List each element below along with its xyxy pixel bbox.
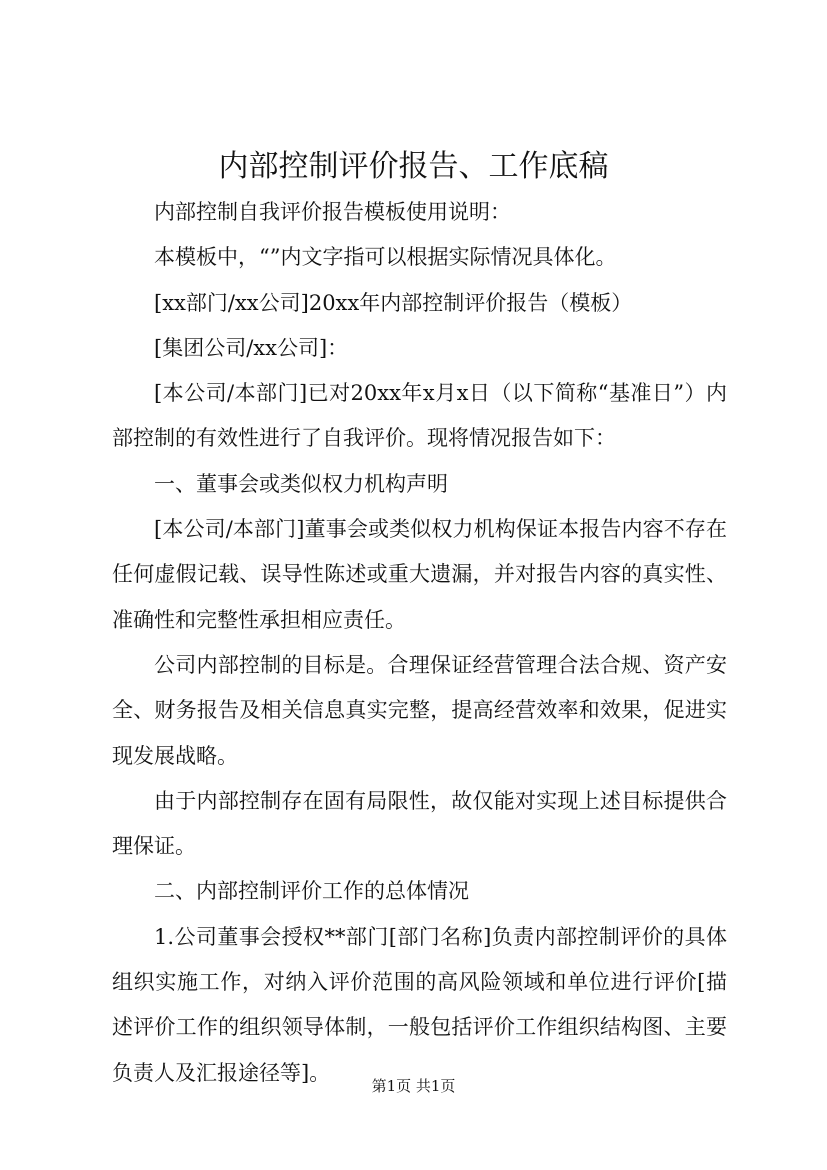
page-footer: 第1页 共1页 (371, 1077, 456, 1095)
section-heading-board-statement: 一、董事会或类似权力机构声明 (154, 471, 448, 496)
paragraph-addressee: [集团公司/xx公司]： (154, 335, 349, 360)
paragraph-report-title: [xx部门/xx公司]20xx年内部控制评价报告（模板） (154, 290, 633, 315)
paragraph-limitations: 由于内部控制存在固有局限性，故仅能对实现上述目标提供合理保证。 (112, 788, 727, 859)
paragraph-usage-heading: 内部控制自我评价报告模板使用说明： (154, 200, 511, 224)
paragraph-intro: [本公司/本部门]已对20xx年x月x日（以下简称“基准日”）内部控制的有效性进行了自我评价。现将情况报告如下： (112, 381, 727, 451)
paragraph-authorization: 1.公司董事会授权**部门[部门名称]负责内部控制评价的具体组织实施工作，对纳入评价范围的高风险领域和单位进行评价[描述评价工作的组织领导体制，一般包括评价工作组织结构图、主要负责人及汇报途径等]。 (112, 924, 727, 1085)
section-heading-overall-situation: 二、内部控制评价工作的总体情况 (154, 879, 469, 904)
paragraph-control-objectives: 公司内部控制的目标是。合理保证经营管理合法合规、资产安全、财务报告及相关信息真实完整，提高经营效率和效果，促进实现发展战略。 (112, 652, 727, 768)
paragraph-template-note: 本模板中，“”内文字指可以根据实际情况具体化。 (154, 245, 617, 270)
paragraph-board-statement: [本公司/本部门]董事会或类似权力机构保证本报告内容不存在任何虚假记载、误导性陈述或重大遗漏，并对报告内容的真实性、准确性和完整性承担相应责任。 (112, 517, 727, 632)
document-title: 内部控制评价报告、工作底稿 (218, 149, 609, 184)
document-body (112, 190, 727, 1096)
